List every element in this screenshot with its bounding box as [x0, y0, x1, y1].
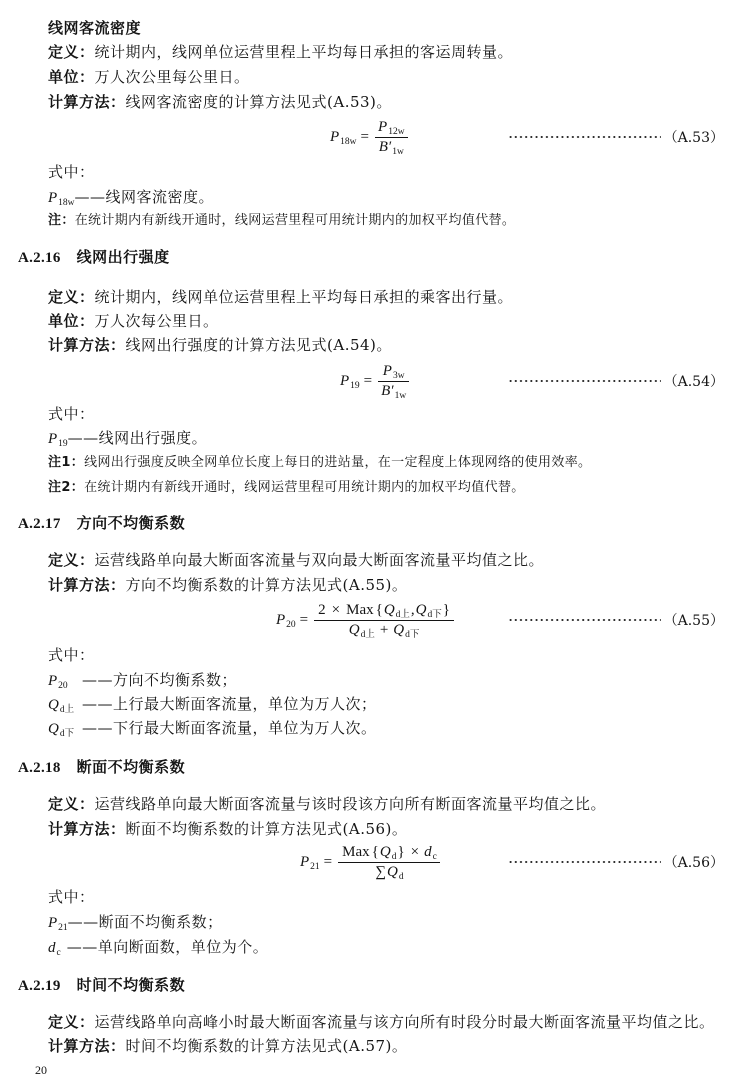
equals-sign: =: [299, 611, 309, 628]
section-number: A.2.18: [18, 760, 61, 776]
section-number: A.2.16: [18, 250, 61, 266]
numerator-term: [416, 601, 442, 620]
variable: P: [48, 673, 58, 689]
numerator: [338, 843, 440, 862]
symbol-description: ——单向断面数，单位为个。: [66, 938, 269, 956]
method-line: [48, 819, 407, 839]
variable: B′: [381, 382, 394, 399]
formula-a54: [340, 359, 411, 403]
denominator-term: [387, 863, 404, 882]
denominator: [378, 382, 409, 401]
note-label: 注2：: [48, 480, 85, 495]
variable: P: [276, 611, 286, 628]
formula-a56: [300, 840, 442, 884]
variable: P: [48, 431, 58, 447]
denominator: [314, 621, 454, 640]
section-title: 线网出行强度: [76, 248, 170, 266]
symbol-description: ——方向不均衡系数；: [82, 671, 238, 689]
max-function: Max: [342, 843, 370, 860]
denominator-term: [393, 621, 419, 640]
variable: P: [48, 915, 58, 931]
definition-text: 运营线路单向高峰小时最大断面客流量与该方向所有时段分时最大断面客流量平均值之比。: [94, 1013, 715, 1031]
definition-line: [48, 550, 544, 570]
equation-number-row: [508, 610, 724, 630]
formula-lhs: [340, 373, 360, 390]
where-label: 式中：: [48, 405, 95, 423]
numerator-term: [424, 843, 437, 862]
method-label: 计算方法：: [48, 576, 126, 594]
equation-number: （A.56）: [663, 855, 724, 871]
note-text: 线网出行强度反映全网单位长度上每日的进站量，在一定程度上体现网络的使用效率。: [84, 455, 592, 470]
method-text: 时间不均衡系数的计算方法见式(A.57)。: [125, 1037, 408, 1055]
numerator-term: [378, 118, 405, 137]
right-brace: }: [442, 601, 450, 618]
note: [48, 454, 591, 472]
definition-line: [48, 1012, 715, 1032]
numerator-term: [380, 843, 397, 862]
fraction: [378, 362, 409, 401]
method-text: 方向不均衡系数的计算方法见式(A.55)。: [125, 576, 408, 594]
definition-label: 定义：: [48, 43, 95, 61]
definition-text: 运营线路单向最大断面客流量与该时段该方向所有断面客流量平均值之比。: [94, 795, 607, 813]
denominator-term: [349, 621, 375, 640]
equation-number-row: [508, 371, 724, 391]
leader-dots: [508, 860, 661, 864]
symbol: [48, 187, 75, 208]
method-label: 计算方法：: [48, 820, 126, 838]
variable: d: [424, 843, 432, 860]
symbol-definition: [48, 694, 377, 715]
section-number: A.2.19: [18, 978, 61, 994]
definition-line: [48, 42, 513, 62]
symbol-definition: [48, 428, 207, 449]
numerator: [378, 362, 409, 381]
unit-label: 单位：: [48, 68, 95, 86]
subscript: c: [432, 851, 437, 862]
equation-number: （A.53）: [663, 130, 724, 146]
definition-text: 统计期内，线网单位运营里程上平均每日承担的乘客出行量。: [94, 288, 514, 306]
leader-dots: [508, 618, 661, 622]
numerator: [375, 118, 408, 137]
plus-sign: +: [379, 621, 389, 638]
left-brace: {: [375, 601, 383, 618]
subscript: d: [391, 851, 397, 862]
subscript: 12w: [388, 126, 405, 137]
variable: Q: [348, 621, 360, 638]
subscript: 1w: [392, 146, 404, 157]
method-label: 计算方法：: [48, 336, 126, 354]
formula-lhs: [276, 612, 296, 629]
variable: B′: [378, 138, 392, 155]
method-text: 断面不均衡系数的计算方法见式(A.56)。: [125, 820, 408, 838]
denominator-term: [379, 138, 404, 157]
fraction: [314, 601, 454, 640]
subscript: d上: [395, 609, 410, 620]
variable: d: [48, 940, 56, 956]
unit-line: [48, 67, 250, 87]
symbol-definition: [48, 670, 237, 691]
subscript: d下: [59, 729, 75, 739]
variable: P: [378, 118, 388, 135]
section-heading: [18, 513, 185, 534]
definition-text: 运营线路单向最大断面客流量与双向最大断面客流量平均值之比。: [94, 551, 545, 569]
denominator: [375, 138, 408, 157]
max-function: Max: [346, 601, 374, 618]
subscript: 18w: [340, 136, 357, 147]
section-title: 方向不均衡系数: [76, 514, 186, 532]
numerator-term: [383, 362, 405, 381]
subscript: 19: [58, 439, 68, 449]
fraction: [375, 118, 408, 157]
method-line: [48, 1036, 407, 1056]
symbol-definition: [48, 718, 377, 739]
where-label: 式中：: [48, 163, 95, 181]
symbol: [48, 912, 68, 933]
leader-dots: [508, 135, 661, 139]
section-heading: [18, 247, 170, 268]
note-text: 在统计期内有新线开通时，线网运营里程可用统计期内的加权平均值代替。: [84, 480, 525, 495]
subscript: c: [56, 948, 61, 958]
comma: ,: [410, 601, 415, 618]
coefficient: 2: [318, 601, 326, 618]
section-title: 时间不均衡系数: [76, 976, 186, 994]
equation-number-row: [508, 852, 724, 872]
method-line: [48, 335, 392, 355]
symbol: [48, 694, 82, 715]
symbol: [48, 718, 82, 739]
variable: P: [300, 853, 310, 870]
subscript: 20: [286, 619, 296, 630]
subscript: 21: [58, 923, 68, 933]
definition-label: 定义：: [48, 795, 95, 813]
method-line: [48, 92, 392, 112]
variable: Q: [393, 621, 405, 638]
equals-sign: =: [323, 853, 333, 870]
subscript: 3w: [392, 370, 405, 381]
variable: Q: [48, 721, 59, 737]
unit-text: 万人次每公里日。: [94, 312, 219, 330]
subscript: d: [398, 871, 404, 882]
variable: Q: [48, 697, 59, 713]
leader-dots: [508, 379, 661, 383]
subscript: d下: [427, 609, 442, 620]
note: [48, 212, 515, 230]
variable: P: [48, 190, 58, 206]
note-label: 注：: [48, 213, 75, 228]
subscript: 18w: [58, 198, 75, 208]
subscript: 1w: [394, 390, 407, 401]
variable: Q: [387, 863, 398, 880]
variable: P: [382, 362, 392, 379]
section-number: A.2.17: [18, 516, 61, 532]
subscript: 20: [58, 681, 68, 691]
symbol-definition: [48, 937, 268, 958]
method-text: 线网出行强度的计算方法见式(A.54)。: [125, 336, 392, 354]
symbol-definition: [48, 912, 223, 933]
equation-number: （A.54）: [663, 374, 724, 390]
variable: Q: [415, 601, 427, 618]
variable: P: [340, 372, 350, 389]
symbol: [48, 937, 61, 958]
method-label: 计算方法：: [48, 93, 126, 111]
denominator: [338, 863, 440, 882]
subscript: d上: [360, 629, 375, 640]
denominator-term: [381, 382, 406, 401]
symbol: [48, 428, 68, 449]
section-title: 断面不均衡系数: [76, 758, 186, 776]
left-brace: {: [371, 843, 379, 860]
symbol-description: ——线网出行强度。: [67, 429, 208, 447]
method-text: 线网客流密度的计算方法见式(A.53)。: [125, 93, 392, 111]
formula-lhs: [300, 854, 320, 871]
where-label: 式中：: [48, 888, 95, 906]
symbol-description: ——线网客流密度。: [74, 188, 215, 206]
variable: P: [330, 128, 340, 145]
subscript: d上: [59, 705, 75, 715]
section-title: 线网客流密度: [48, 19, 142, 37]
symbol: [48, 670, 82, 691]
variable: Q: [383, 601, 395, 618]
numerator: [314, 601, 454, 620]
times-sign: ×: [410, 843, 420, 860]
formula-a55: [276, 598, 456, 642]
definition-text: 统计期内，线网单位运营里程上平均每日承担的客运周转量。: [94, 43, 514, 61]
symbol-description: ——上行最大断面客流量，单位为万人次；: [82, 695, 377, 713]
subscript: 21: [310, 861, 320, 872]
definition-line: [48, 287, 513, 307]
unit-line: [48, 311, 219, 331]
symbol-definition: [48, 187, 214, 208]
equals-sign: =: [360, 128, 370, 145]
symbol-description: ——下行最大断面客流量，单位为万人次。: [82, 719, 377, 737]
section-heading: [18, 975, 185, 996]
unit-text: 万人次公里每公里日。: [94, 68, 250, 86]
variable: Q: [379, 843, 391, 860]
method-line: [48, 575, 407, 595]
subscript: d下: [405, 629, 420, 640]
formula-a53: [330, 115, 410, 159]
equals-sign: =: [363, 372, 373, 389]
section-heading: [18, 757, 185, 778]
definition-label: 定义：: [48, 551, 95, 569]
symbol-description: ——断面不均衡系数；: [67, 913, 223, 931]
equation-number: （A.55）: [663, 613, 724, 629]
definition-label: 定义：: [48, 1013, 95, 1031]
right-brace: }: [397, 843, 405, 860]
method-label: 计算方法：: [48, 1037, 126, 1055]
formula-lhs: [330, 129, 357, 146]
note: [48, 479, 525, 497]
times-sign: ×: [331, 601, 341, 618]
definition-line: [48, 794, 606, 814]
sum-sign: ∑: [375, 863, 387, 880]
numerator-term: [384, 601, 410, 620]
note-text: 在统计期内有新线开通时，线网运营里程可用统计期内的加权平均值代替。: [74, 213, 516, 228]
where-label: 式中：: [48, 646, 95, 664]
note-label: 注1：: [48, 455, 85, 470]
subscript: 19: [350, 380, 360, 391]
equation-number-row: [508, 127, 724, 147]
unit-label: 单位：: [48, 312, 95, 330]
definition-label: 定义：: [48, 288, 95, 306]
fraction: [338, 843, 440, 882]
page-number: 20: [35, 1063, 47, 1077]
